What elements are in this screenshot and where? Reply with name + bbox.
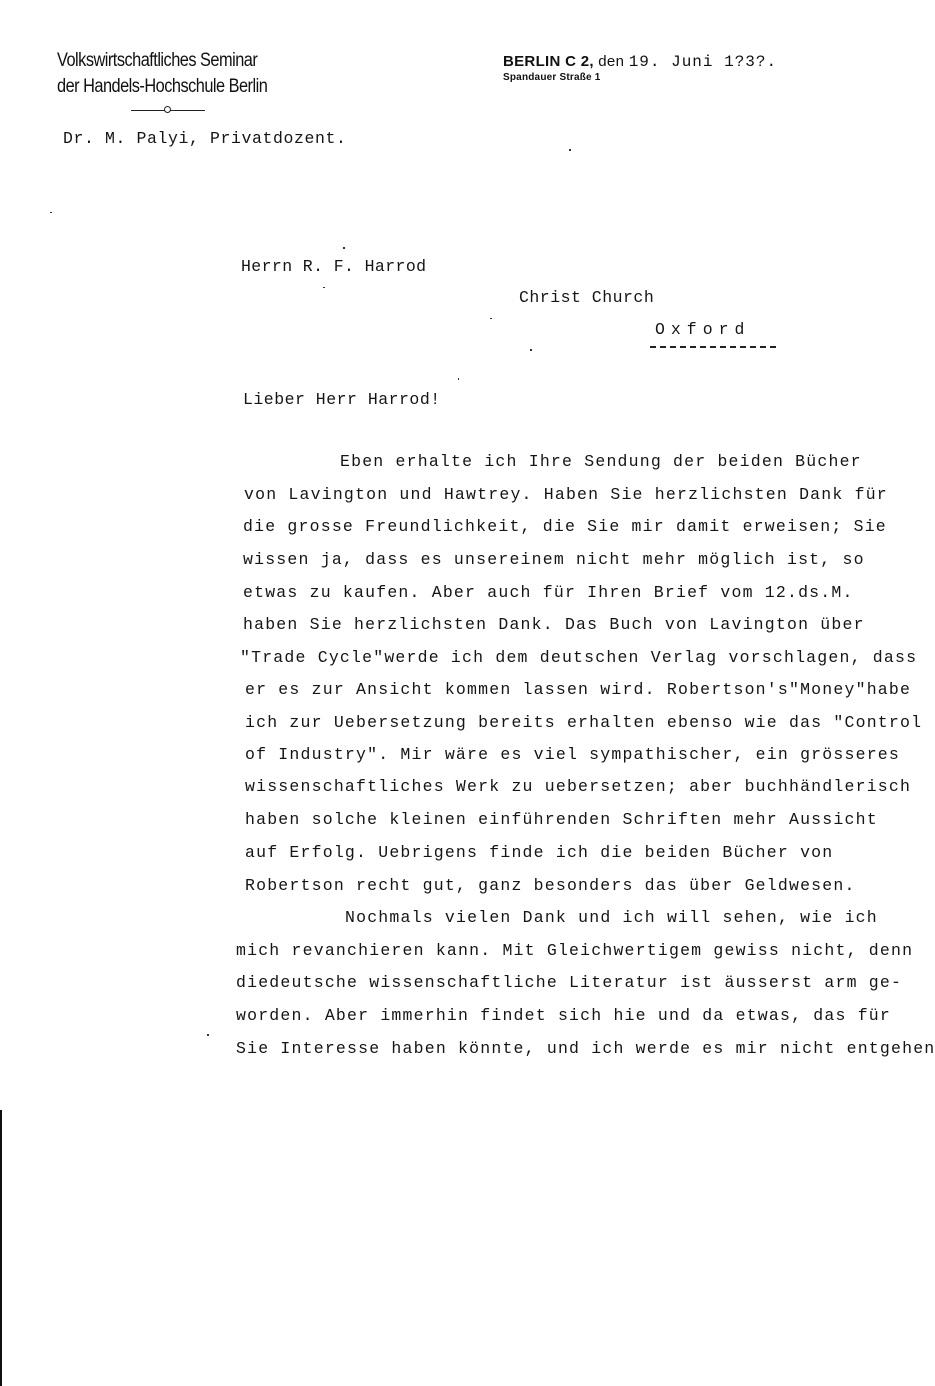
dateline-den: den — [598, 53, 625, 70]
letterhead-line-2: der Handels-Hochschule Berlin — [57, 76, 268, 97]
dateline-place: BERLIN C 2, — [503, 53, 594, 70]
street-address: Spandauer Straße 1 — [503, 72, 601, 83]
scan-speck — [530, 349, 532, 351]
letterhead — [57, 48, 267, 100]
body-line: haben solche kleinen einführenden Schriften mehr Aussicht — [245, 810, 878, 829]
body-line: haben Sie herzlichsten Dank. Das Buch von Lavington über — [243, 615, 865, 634]
recipient-name: Herrn R. F. Harrod — [241, 257, 427, 276]
letterhead-divider-ornament — [164, 106, 171, 113]
body-line: die grosse Freundlichkeit, die Sie mir damit erweisen; Sie — [243, 517, 887, 536]
scan-speck — [569, 149, 571, 151]
dateline-date: 19. Juni 1?3?. — [628, 53, 778, 71]
body-line: auf Erfolg. Uebrigens finde ich die beiden Bücher von — [245, 843, 834, 862]
body-line: von Lavington und Hawtrey. Haben Sie herzlichsten Dank für — [244, 485, 888, 504]
sender-line: Dr. M. Palyi, Privatdozent. — [63, 129, 347, 148]
recipient-city: Oxford — [655, 320, 751, 339]
recipient-institution: Christ Church — [519, 288, 655, 307]
scan-edge-line — [0, 1110, 2, 1386]
body-line: wissenschaftliches Werk zu uebersetzen; aber buchhändlerisch — [245, 777, 912, 796]
city-underline — [650, 346, 776, 348]
body-line: er es zur Ansicht kommen lassen wird. Robertson's"Money"habe — [245, 680, 912, 699]
scan-speck — [490, 318, 492, 319]
body-line: of Industry". Mir wäre es viel sympathischer, ein grösseres — [245, 745, 900, 764]
body-line: Sie Interesse haben könnte, und ich werde es mir nicht entgehen — [236, 1039, 935, 1058]
scan-speck — [343, 247, 345, 249]
dateline — [503, 53, 777, 71]
body-line: Nochmals vielen Dank und ich will sehen, wie ich — [345, 908, 878, 927]
body-line: worden. Aber immerhin findet sich hie und da etwas, das für — [236, 1006, 891, 1025]
body-line: "Trade Cycle"werde ich dem deutschen Verlag vorschlagen, dass — [240, 648, 918, 667]
salutation: Lieber Herr Harrod! — [243, 390, 441, 409]
scan-speck — [50, 212, 52, 213]
scan-speck — [207, 1034, 209, 1036]
scan-speck — [323, 287, 325, 288]
body-line: mich revanchieren kann. Mit Gleichwertigem gewiss nicht, denn — [236, 941, 914, 960]
scan-speck — [458, 378, 459, 380]
body-line: Robertson recht gut, ganz besonders das über Geldwesen. — [245, 876, 856, 895]
body-line: wissen ja, dass es unsereinem nicht mehr möglich ist, so — [243, 550, 865, 569]
body-line: ich zur Uebersetzung bereits erhalten ebenso wie das "Control — [245, 713, 923, 732]
letterhead-line-1: Volkswirtschaftliches Seminar — [57, 50, 258, 71]
body-line: diedeutsche wissenschaftliche Literatur ist äusserst arm ge- — [236, 973, 903, 992]
body-line: etwas zu kaufen. Aber auch für Ihren Brief vom 12.ds.M. — [243, 583, 854, 602]
body-line: Eben erhalte ich Ihre Sendung der beiden Bücher — [340, 452, 862, 471]
